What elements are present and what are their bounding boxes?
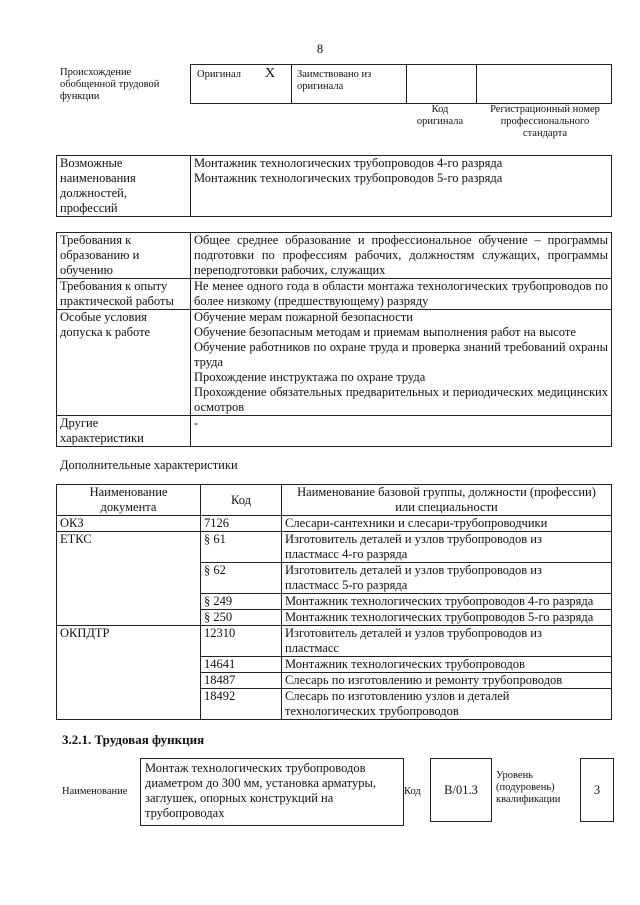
borrowed-label: Заимствовано из оригинала	[297, 69, 372, 92]
positions-label: Возможные наименования должностей, профессий	[57, 156, 191, 217]
req-conditions-label: Особые условия допуска к работе	[57, 310, 191, 416]
req-experience-label: Требования к опыту практической работы	[57, 279, 191, 310]
original-mark: X	[265, 66, 276, 81]
additional-table	[56, 484, 612, 720]
positions-table	[56, 155, 612, 217]
func-name-label: Наименование	[62, 786, 128, 797]
name-cell: Монтажник технологических трубопроводов 4-го разряда	[282, 594, 612, 610]
requirements-table	[56, 232, 612, 447]
table-row	[57, 532, 612, 563]
condition-line: Обучение мерам пожарной безопасности	[194, 310, 413, 324]
name-cell: Изготовитель деталей и узлов трубопроводов из пластмасс 4-го разряда	[282, 532, 612, 563]
section-heading: 3.2.1. Трудовая функция	[62, 732, 205, 747]
table-row	[57, 626, 612, 657]
condition-line: Прохождение обязательных предварительных и периодических медицинских осмотров	[194, 385, 608, 414]
origin-box	[190, 64, 612, 104]
reg-number-caption: Регистрационный номер профессионального стандарта	[490, 104, 600, 139]
original-label: Оригинал	[197, 69, 241, 80]
col-header-document: Наименование документа	[57, 485, 201, 516]
req-other-value: -	[191, 416, 612, 447]
req-other-label: Другие характеристики	[57, 416, 191, 447]
req-education-value: Общее среднее образование и профессиональное обучение – программы подготовки по профессиям рабочих, должностям служащих, программы переподготовки рабочих, служащих	[191, 233, 612, 279]
condition-line: Обучение работников по охране труда и проверка знаний требований охраны труда	[194, 340, 608, 369]
code-cell: § 61	[201, 532, 282, 563]
doc-cell: ОКПДТР	[57, 626, 201, 720]
additional-title: Дополнительные характеристики	[60, 458, 238, 472]
code-cell: § 249	[201, 594, 282, 610]
func-name-value: Монтаж технологических трубопроводов диаметром до 300 мм, установка арматуры, заглушек, опорных конструкций на трубопроводах	[140, 758, 404, 826]
page-number: 8	[316, 42, 324, 56]
code-cell: 18487	[201, 673, 282, 689]
code-cell: 18492	[201, 689, 282, 720]
table-row	[57, 516, 612, 532]
positions-value: Монтажник технологических трубопроводов 4-го разряда Монтажник технологических трубопроводов 5-го разряда	[191, 156, 612, 217]
origin-label: Происхождение обобщенной трудовой функции	[60, 67, 160, 102]
func-level-value: 3	[580, 758, 614, 822]
name-cell: Монтажник технологических трубопроводов 5-го разряда	[282, 610, 612, 626]
req-education-label: Требования к образованию и обучению	[57, 233, 191, 279]
doc-cell: ОКЗ	[57, 516, 201, 532]
condition-line: Обучение безопасным методам и приемам выполнения работ на высоте	[194, 325, 576, 339]
name-cell: Изготовитель деталей и узлов трубопроводов из пластмасс	[282, 626, 612, 657]
col-header-name: Наименование базовой группы, должности (профессии) или специальности	[282, 485, 612, 516]
name-cell: Монтажник технологических трубопроводов	[282, 657, 612, 673]
name-cell: Слесарь по изготовлению узлов и деталей технологических трубопроводов	[282, 689, 612, 720]
code-cell: § 250	[201, 610, 282, 626]
col-header-code: Код	[201, 485, 282, 516]
code-cell: 14641	[201, 657, 282, 673]
name-cell: Слесарь по изготовлению и ремонту трубопроводов	[282, 673, 612, 689]
req-experience-value: Не менее одного года в области монтажа технологических трубопроводов по более низкому (предшествующему) разряду	[191, 279, 612, 310]
code-cell: § 62	[201, 563, 282, 594]
code-original-caption: Код оригинала	[416, 104, 464, 127]
doc-cell: ЕТКС	[57, 532, 201, 626]
code-cell: 7126	[201, 516, 282, 532]
func-level-label: Уровень (подуровень) квалификации	[496, 770, 561, 805]
condition-line: Прохождение инструктажа по охране труда	[194, 370, 426, 384]
name-cell: Слесари-сантехники и слесари-трубопроводчики	[282, 516, 612, 532]
func-code-value: B/01.3	[430, 758, 492, 822]
code-cell: 12310	[201, 626, 282, 657]
func-code-label: Код	[404, 786, 421, 797]
name-cell: Изготовитель деталей и узлов трубопроводов из пластмасс 5-го разряда	[282, 563, 612, 594]
req-conditions-value	[191, 310, 612, 416]
